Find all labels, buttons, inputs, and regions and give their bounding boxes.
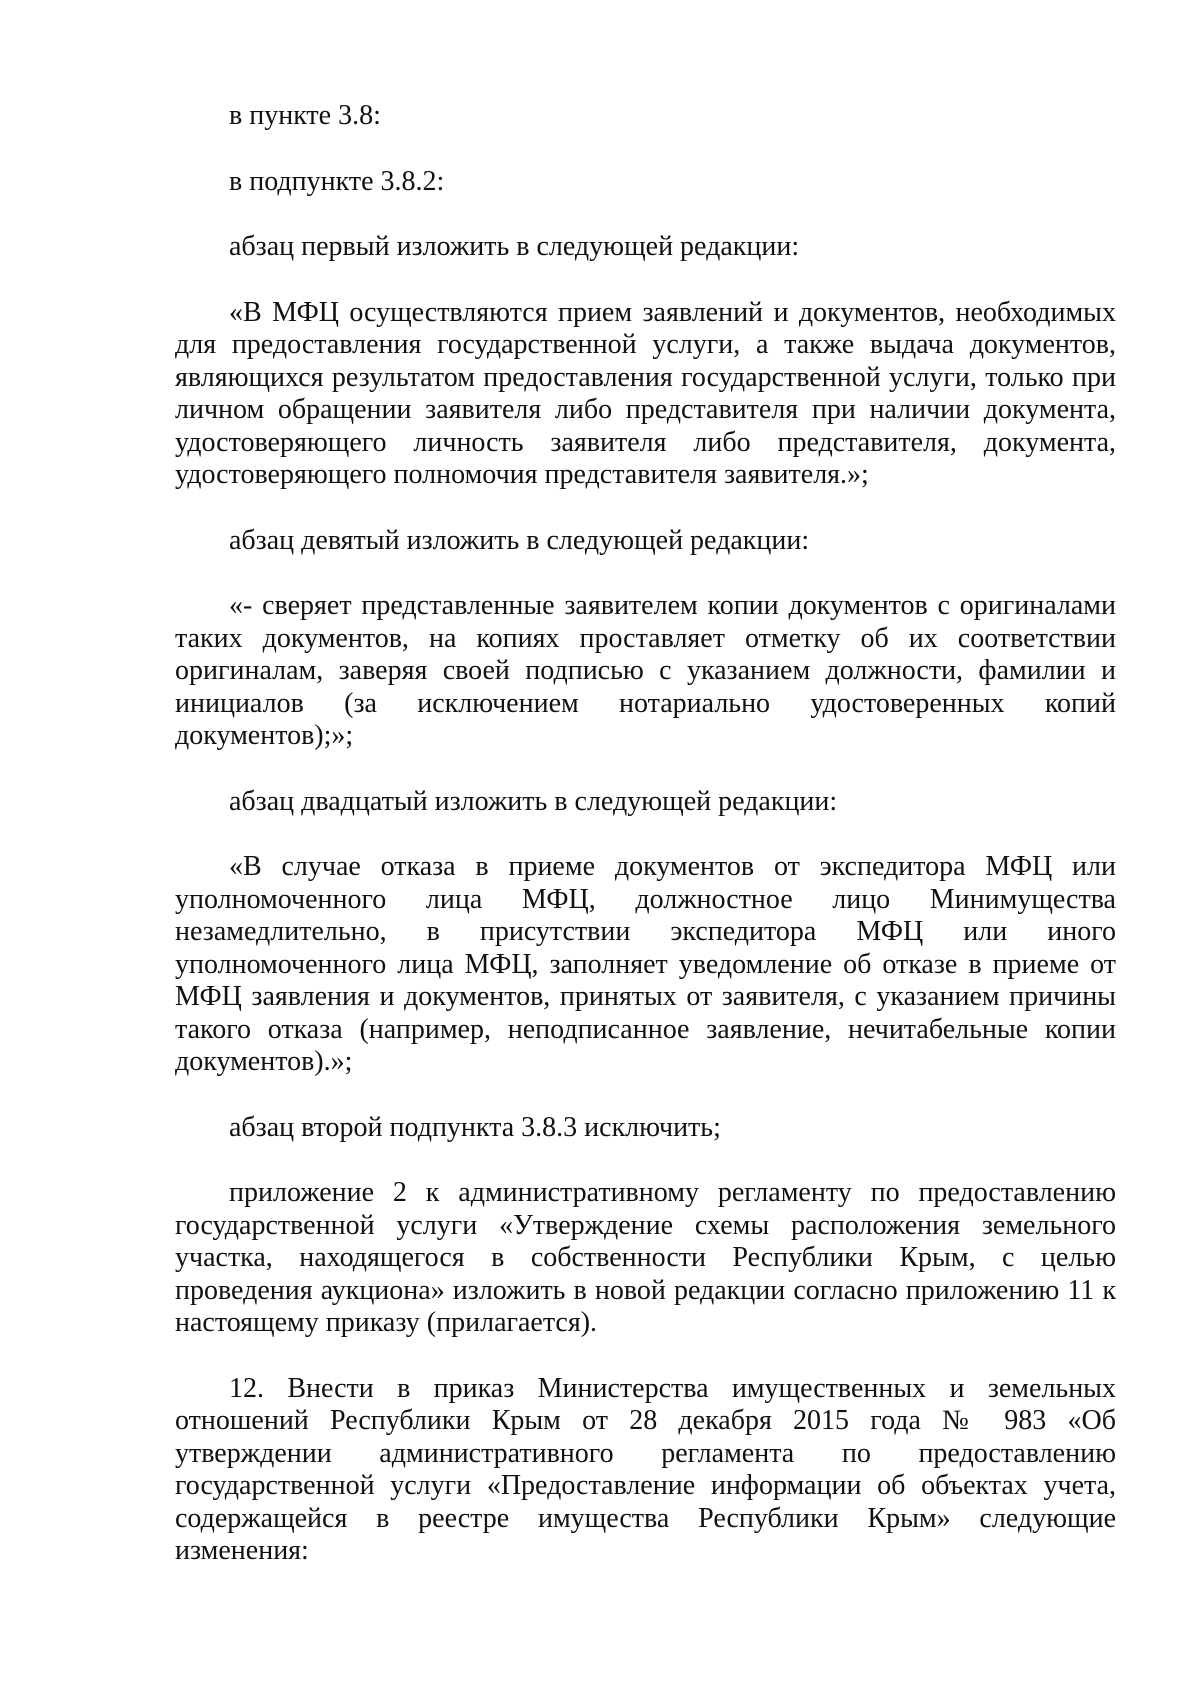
- paragraph-appendix-2-text: приложение 2 к административному регламенту по предоставлению государственной услуги «Утверждение схемы расположения земельного участка, находящегося в собственности Республики Крым, с целью проведения аукциона» изложить в новой редакции согласно приложению 11 к настоящему приказу (прилагается).: [175, 1177, 1116, 1338]
- paragraph-copies-verification-text: «- сверяет представленные заявителем копии документов с оригиналами таких документов, на копиях проставляет отметку об их соответствии оригиналам, заверяя своей подписью с указанием должности, фамилии и инициалов (за исключением нотариально удостоверенных копий документов);»;: [175, 590, 1116, 751]
- paragraph-subitem-3-8-2: в подпункте 3.8.2:: [229, 165, 445, 197]
- paragraph-twentieth-abzac-instruction: абзац двадцатый изложить в следующей редакции:: [229, 785, 838, 817]
- paragraph-exclude-second-abzac: абзац второй подпункта 3.8.3 исключить;: [229, 1111, 721, 1143]
- paragraph-item-12: 12. Внести в приказ Министерства имущественных и земельных отношений Республики Крым от 28 декабря 2015 года № 983 «Об утверждении административного регламента по предоставлению государственной услуги «Предоставление информации об объектах учета, содержащейся в реестре имущества Республики Крым» следующие изменения:: [175, 1372, 1116, 1566]
- paragraph-mfc-reception-text: «В МФЦ осуществляются прием заявлений и документов, необходимых для предоставления государственной услуги, а также выдача документов, являющихся результатом предоставления государственной услуги, только при личном обращении заявителя либо представителя при наличии документа, удостоверяющего личность заявителя либо представителя, документа, удостоверяющего полномочия представителя заявителя.»;: [175, 296, 1116, 490]
- paragraph-refusal-text: «В случае отказа в приеме документов от экспедитора МФЦ или уполномоченного лица МФЦ, должностное лицо Минимущества незамедлительно, в присутствии экспедитора МФЦ или иного уполномоченного лица МФЦ, заполняет уведомление об отказе в приеме от МФЦ заявления и документов, принятых от заявителя, с указанием причины такого отказа (например, неподписанное заявление, нечитабельные копии документов).»;: [175, 851, 1116, 1077]
- paragraph-ninth-abzac-instruction: абзац девятый изложить в следующей редакции:: [229, 524, 810, 556]
- paragraph-first-abzac-instruction: абзац первый изложить в следующей редакции:: [229, 231, 800, 262]
- paragraph-item-3-8: в пункте 3.8:: [229, 100, 381, 131]
